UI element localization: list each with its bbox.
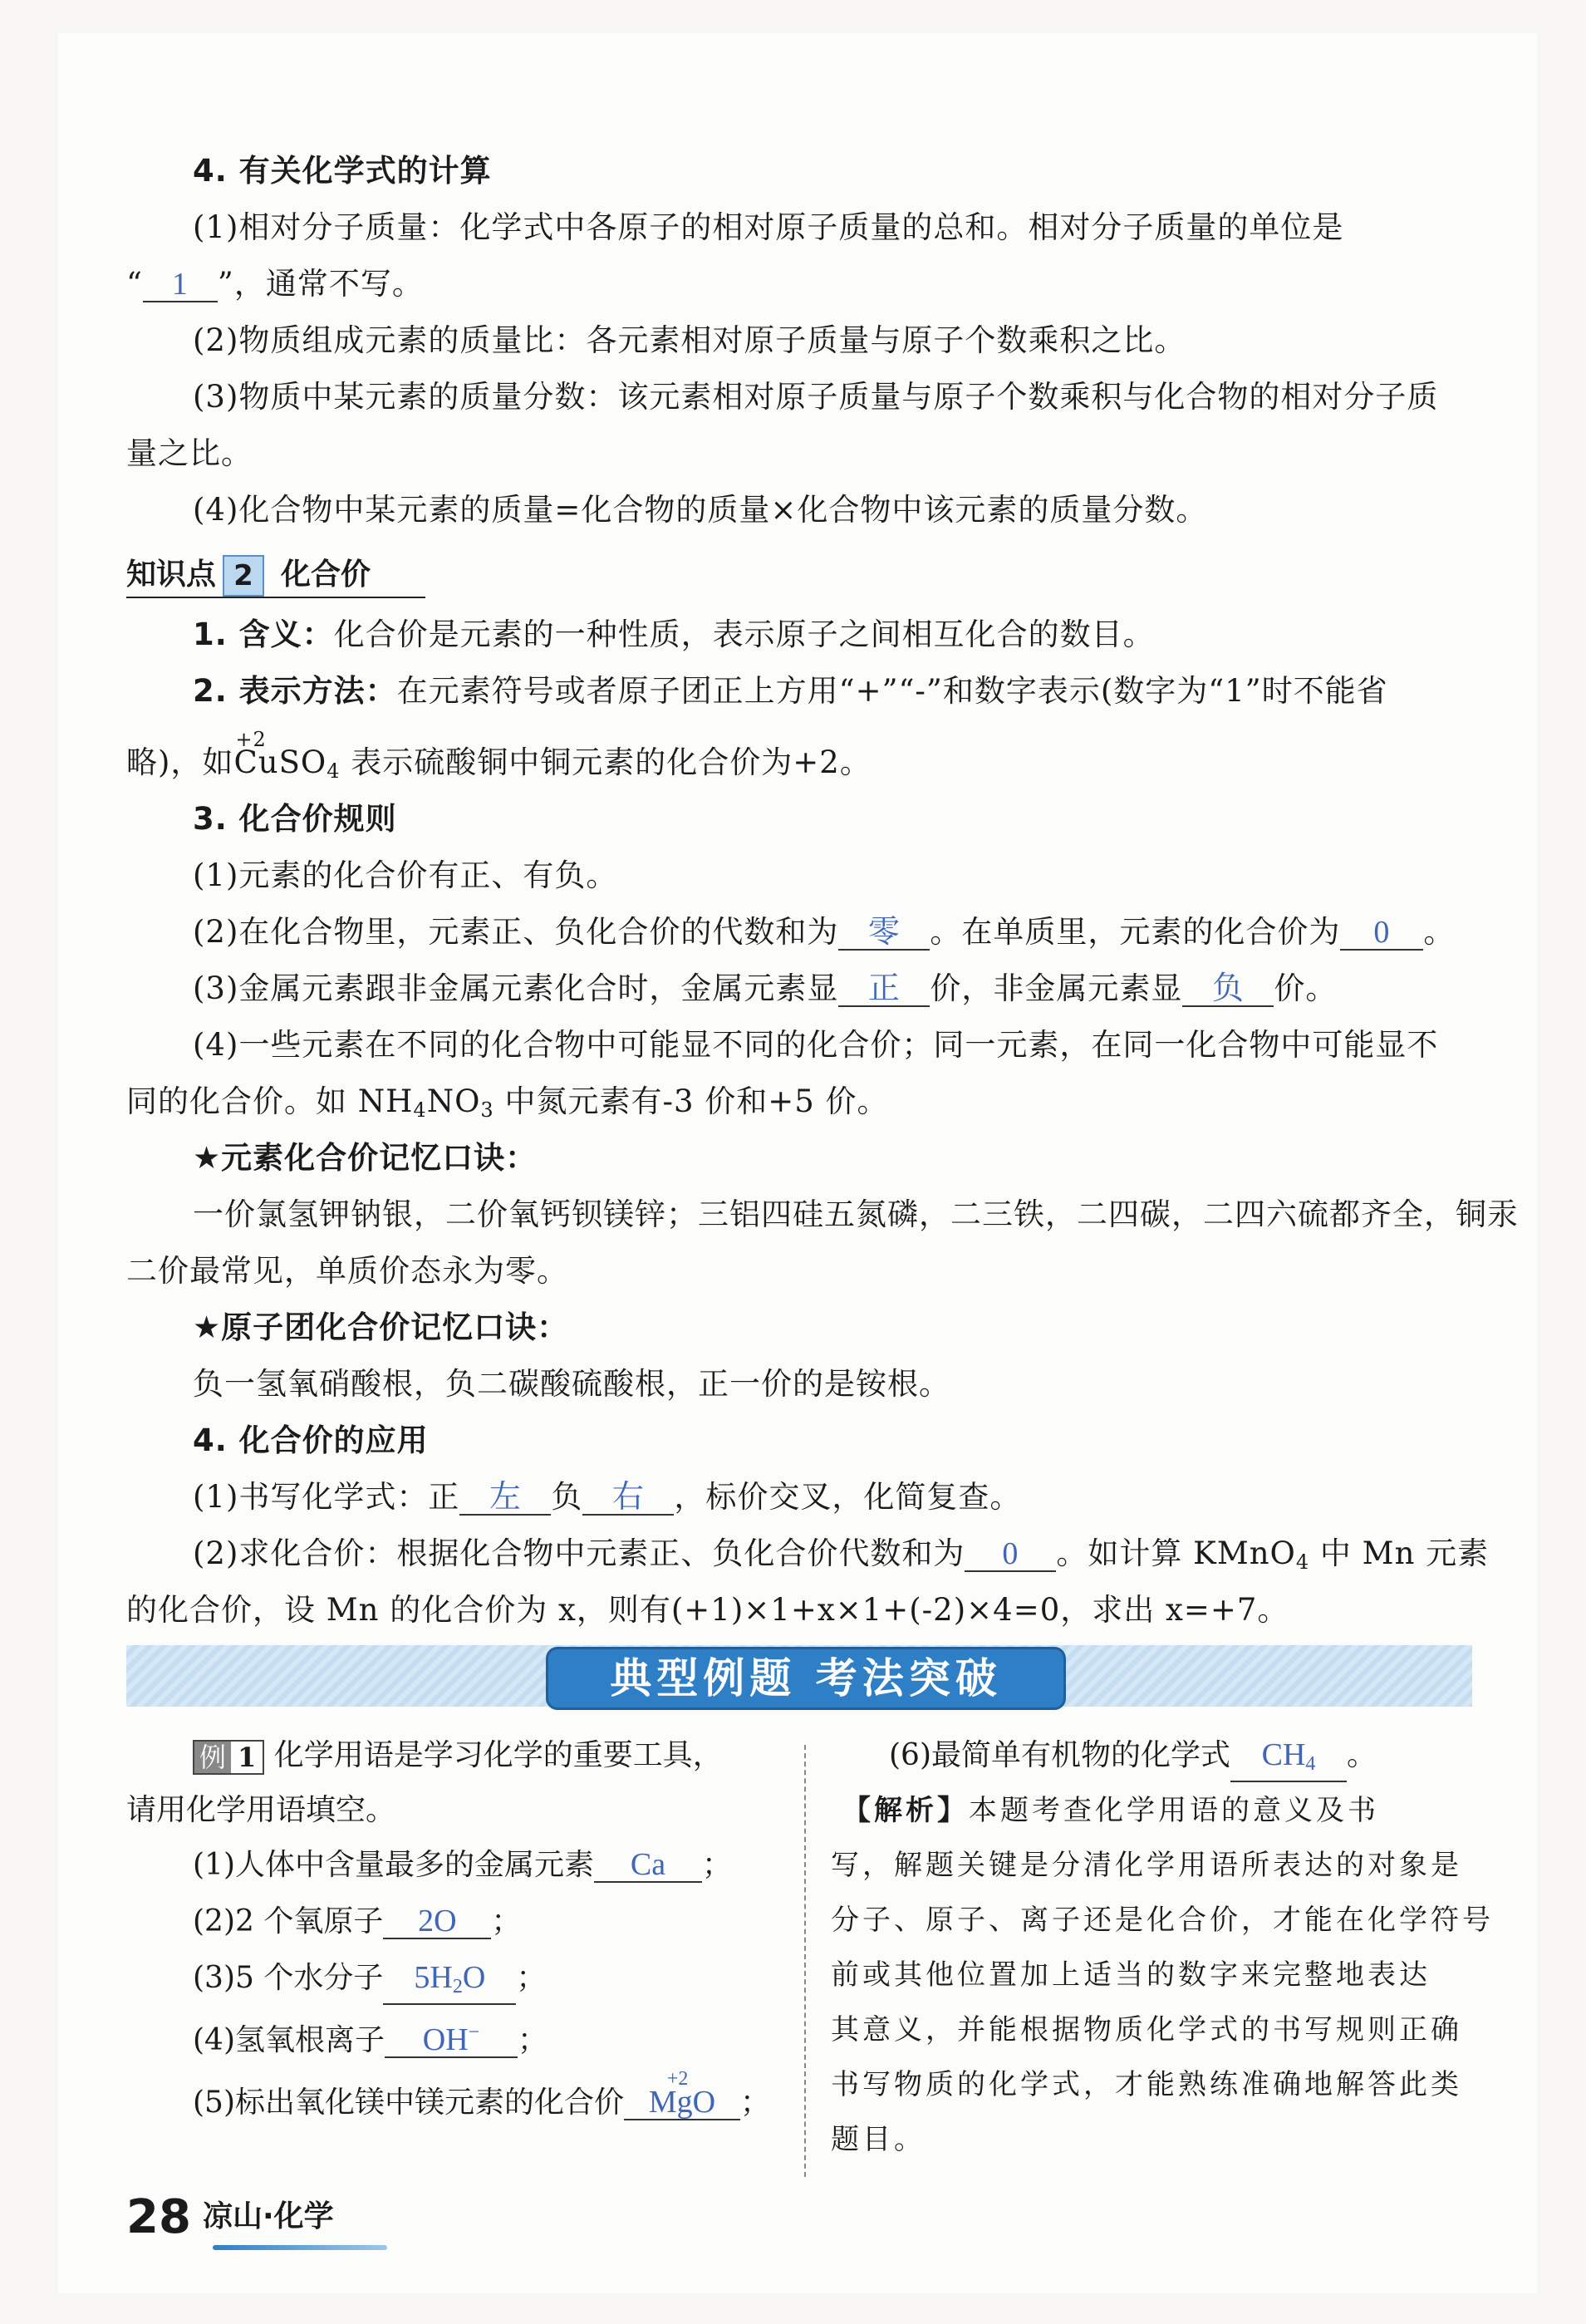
analysis-head: 【解析】 [842,1794,969,1827]
formula-text: CuSO [233,744,327,780]
text-span: NO [426,1083,481,1119]
analysis-line: 写，解题关键是分清化学用语所表达的对象是 [831,1849,1462,1882]
text-span: 。如计算 KMnO [1056,1535,1296,1571]
question-line [193,1903,521,1941]
text-span: (1)书写化学式：正 [193,1479,460,1515]
text-span: 负 [551,1479,583,1515]
kp-label: 知识点 [126,558,217,592]
subscript: 2 [452,1976,463,1997]
subscript: 4 [1305,1753,1316,1775]
question-line [193,1959,546,2005]
text-span: 在元素符号或者原子团正上方用“+”“-”和数字表示(数字为“1”时不能省 [396,673,1388,709]
example-intro-line [193,1737,723,1775]
text-span: 中氮元素有-3 价和+5 价。 [493,1083,889,1119]
answer-blank: 1 [143,268,218,302]
mnemonic-heading: ★元素化合价记忆口诀： [193,1140,538,1176]
text-line [193,912,1455,952]
question-line [193,2016,547,2060]
text-line [193,969,1337,1009]
text-span: (2)求化合价：根据化合物中元素正、负化合价代数和为 [193,1535,965,1571]
analysis-line: 前或其他位置加上适当的数字来完整地表达 [831,1958,1431,1992]
answer-blank: 左 [459,1481,551,1516]
text-line [126,264,424,304]
answer-text: MgO [648,2085,716,2120]
text-span: ，标价交叉，化简复查。 [674,1479,1022,1515]
question-text: (6)最简单有机物的化学式 [889,1738,1230,1772]
text-span: 价，非金属元素显 [930,970,1183,1006]
text-line: 的化合价，设 Mn 的化合价为 x，则有(+1)×1+x×1+(-2)×4=0，求出 x=+7。 [126,1592,1289,1628]
answer-text: OH [422,2022,469,2057]
text-line [126,728,872,791]
text-line: (1)相对分子质量：化学式中各原子的相对原子质量的总和。相对分子质量的单位是 [193,209,1344,245]
answer-blank: 0 [1340,916,1423,951]
analysis-line: 题目。 [831,2123,926,2156]
answer-text: CH [1261,1737,1306,1772]
text-line: (1)元素的化合价有正、有负。 [193,857,618,893]
text-span: 同的化合价。如 NH [126,1083,414,1119]
text-line [126,1082,889,1130]
book-title: 凉山·化学 [202,2199,334,2233]
answer-blank: 正 [838,972,930,1007]
text-line: 二价最常见，单质价态永为零。 [126,1253,568,1289]
formula-mgo [648,2068,716,2120]
kp-title: 化合价 [281,558,371,592]
question-line [193,2068,771,2122]
answer-blank [1230,1738,1347,1782]
question-text: (2)2 个氧原子 [193,1904,384,1938]
question-line [193,1846,732,1884]
text-line: (3)物质中某元素的质量分数：该元素相对原子质量与原子个数乘积与化合物的相对分子质 [193,379,1439,415]
valence-mark: +2 [235,728,267,751]
example-intro-line: 请用化学用语填空。 [126,1793,396,1827]
text-span: 中 Mn 元素 [1309,1535,1490,1571]
knowledge-point-heading [126,553,425,598]
text-span: 价。 [1274,970,1338,1006]
question-text: (5)标出氧化镁中镁元素的化合价 [193,2086,624,2120]
separator: ； [740,2086,771,2120]
item-head: 1. 含义： [193,617,334,652]
answer-text: O [462,1960,486,1995]
question-line [889,1737,1377,1782]
section-banner [126,1645,1472,1707]
text-span: ”，通常不写。 [217,266,424,302]
text-line: (4)一些元素在不同的化合物中可能显不同的化合价；同一元素，在同一化合物中可能显不 [193,1027,1439,1063]
text-span: (3)金属元素跟非金属元素化合时，金属元素显 [193,970,839,1006]
answer-blank: 右 [582,1481,674,1516]
subscript: 4 [413,1098,427,1122]
text-span: 。 [1423,914,1456,950]
text-line [193,615,1155,655]
question-text: (4)氢氧根离子 [193,2023,385,2057]
text-line: (2)物质组成元素的质量比：各元素相对原子质量与原子个数乘积之比。 [193,322,1186,358]
question-text: (3)5 个水分子 [193,1961,384,1995]
text-line: 一价氯氢钾钠银，二价氧钙钡镁锌；三铝四硅五氮磷，二三铁，二四碳，二四六硫都齐全，铜汞 [193,1196,1519,1232]
analysis-line: 书写物质的化学式，才能熟练准确地解答此类 [831,2068,1462,2101]
example-tag [193,1740,264,1775]
text-span: “ [126,266,143,302]
item-head: 2. 表示方法： [193,673,397,709]
superscript: − [468,2022,480,2043]
separator: 。 [1347,1738,1377,1772]
answer-blank [624,2068,740,2120]
answer-blank: Ca [594,1848,702,1883]
subscript: 3 [480,1098,494,1122]
subscript: 4 [1295,1550,1310,1574]
analysis-line [842,1783,1379,1838]
separator: ； [702,1848,733,1882]
text-line [193,1477,1021,1517]
text-span: 化学用语是学习化学的重要工具， [273,1738,723,1772]
text-span: 化合价是元素的一种性质，表示原子之间相互化合的数目。 [333,617,1155,652]
separator: ； [491,1904,522,1938]
section-3-heading: 3. 化合价规则 [193,801,397,837]
text-line: 量之比。 [126,435,253,471]
column-divider [804,1745,806,2177]
answer-blank: 负 [1182,972,1274,1007]
kp-number: 2 [223,555,264,597]
text-span: 。在单质里，元素的化合价为 [930,914,1341,950]
answer-blank [385,2016,518,2058]
valence-mark: +2 [666,2068,689,2090]
example-tag-label: 例 [194,1742,231,1773]
question-text: (1)人体中含量最多的金属元素 [193,1848,594,1882]
footer-underline [213,2245,387,2250]
formula-cuso4 [233,728,341,791]
answer-text: 5H [414,1960,453,1995]
text-span: 略)，如 [126,744,234,780]
page-number: 28 [126,2190,191,2244]
answer-blank: 零 [838,916,930,951]
page-footer [126,2190,334,2244]
analysis-line: 分子、原子、离子还是化合价，才能在化学符号 [831,1904,1494,1937]
answer-blank: 0 [965,1537,1056,1572]
analysis-line: 其意义，并能根据物质化学式的书写规则正确 [831,2013,1462,2046]
section-4-heading: 4. 有关化学式的计算 [193,153,492,189]
separator: ； [518,2023,548,2057]
answer-blank: 2O [383,1904,491,1939]
banner-title: 典型例题 考法突破 [546,1647,1066,1710]
text-line: 负一氢氧硝酸根，负二碳酸硫酸根，正一价的是铵根。 [193,1366,950,1402]
example-tag-number: 1 [238,1742,257,1773]
text-span: 表示硫酸铜中铜元素的化合价为+2。 [340,744,872,780]
section-4b-heading: 4. 化合价的应用 [193,1422,429,1458]
text-line [193,671,1388,711]
text-span: 本题考查化学用语的意义及书 [969,1794,1379,1827]
answer-blank [383,1961,516,2005]
mnemonic-heading: ★原子团化合价记忆口诀： [193,1309,569,1345]
text-line [193,1534,1489,1582]
subscript: 4 [327,759,341,783]
text-line: (4)化合物中某元素的质量=化合物的质量×化合物中该元素的质量分数。 [193,492,1208,528]
separator: ； [516,1961,547,1995]
text-span: (2)在化合物里，元素正、负化合价的代数和为 [193,914,839,950]
